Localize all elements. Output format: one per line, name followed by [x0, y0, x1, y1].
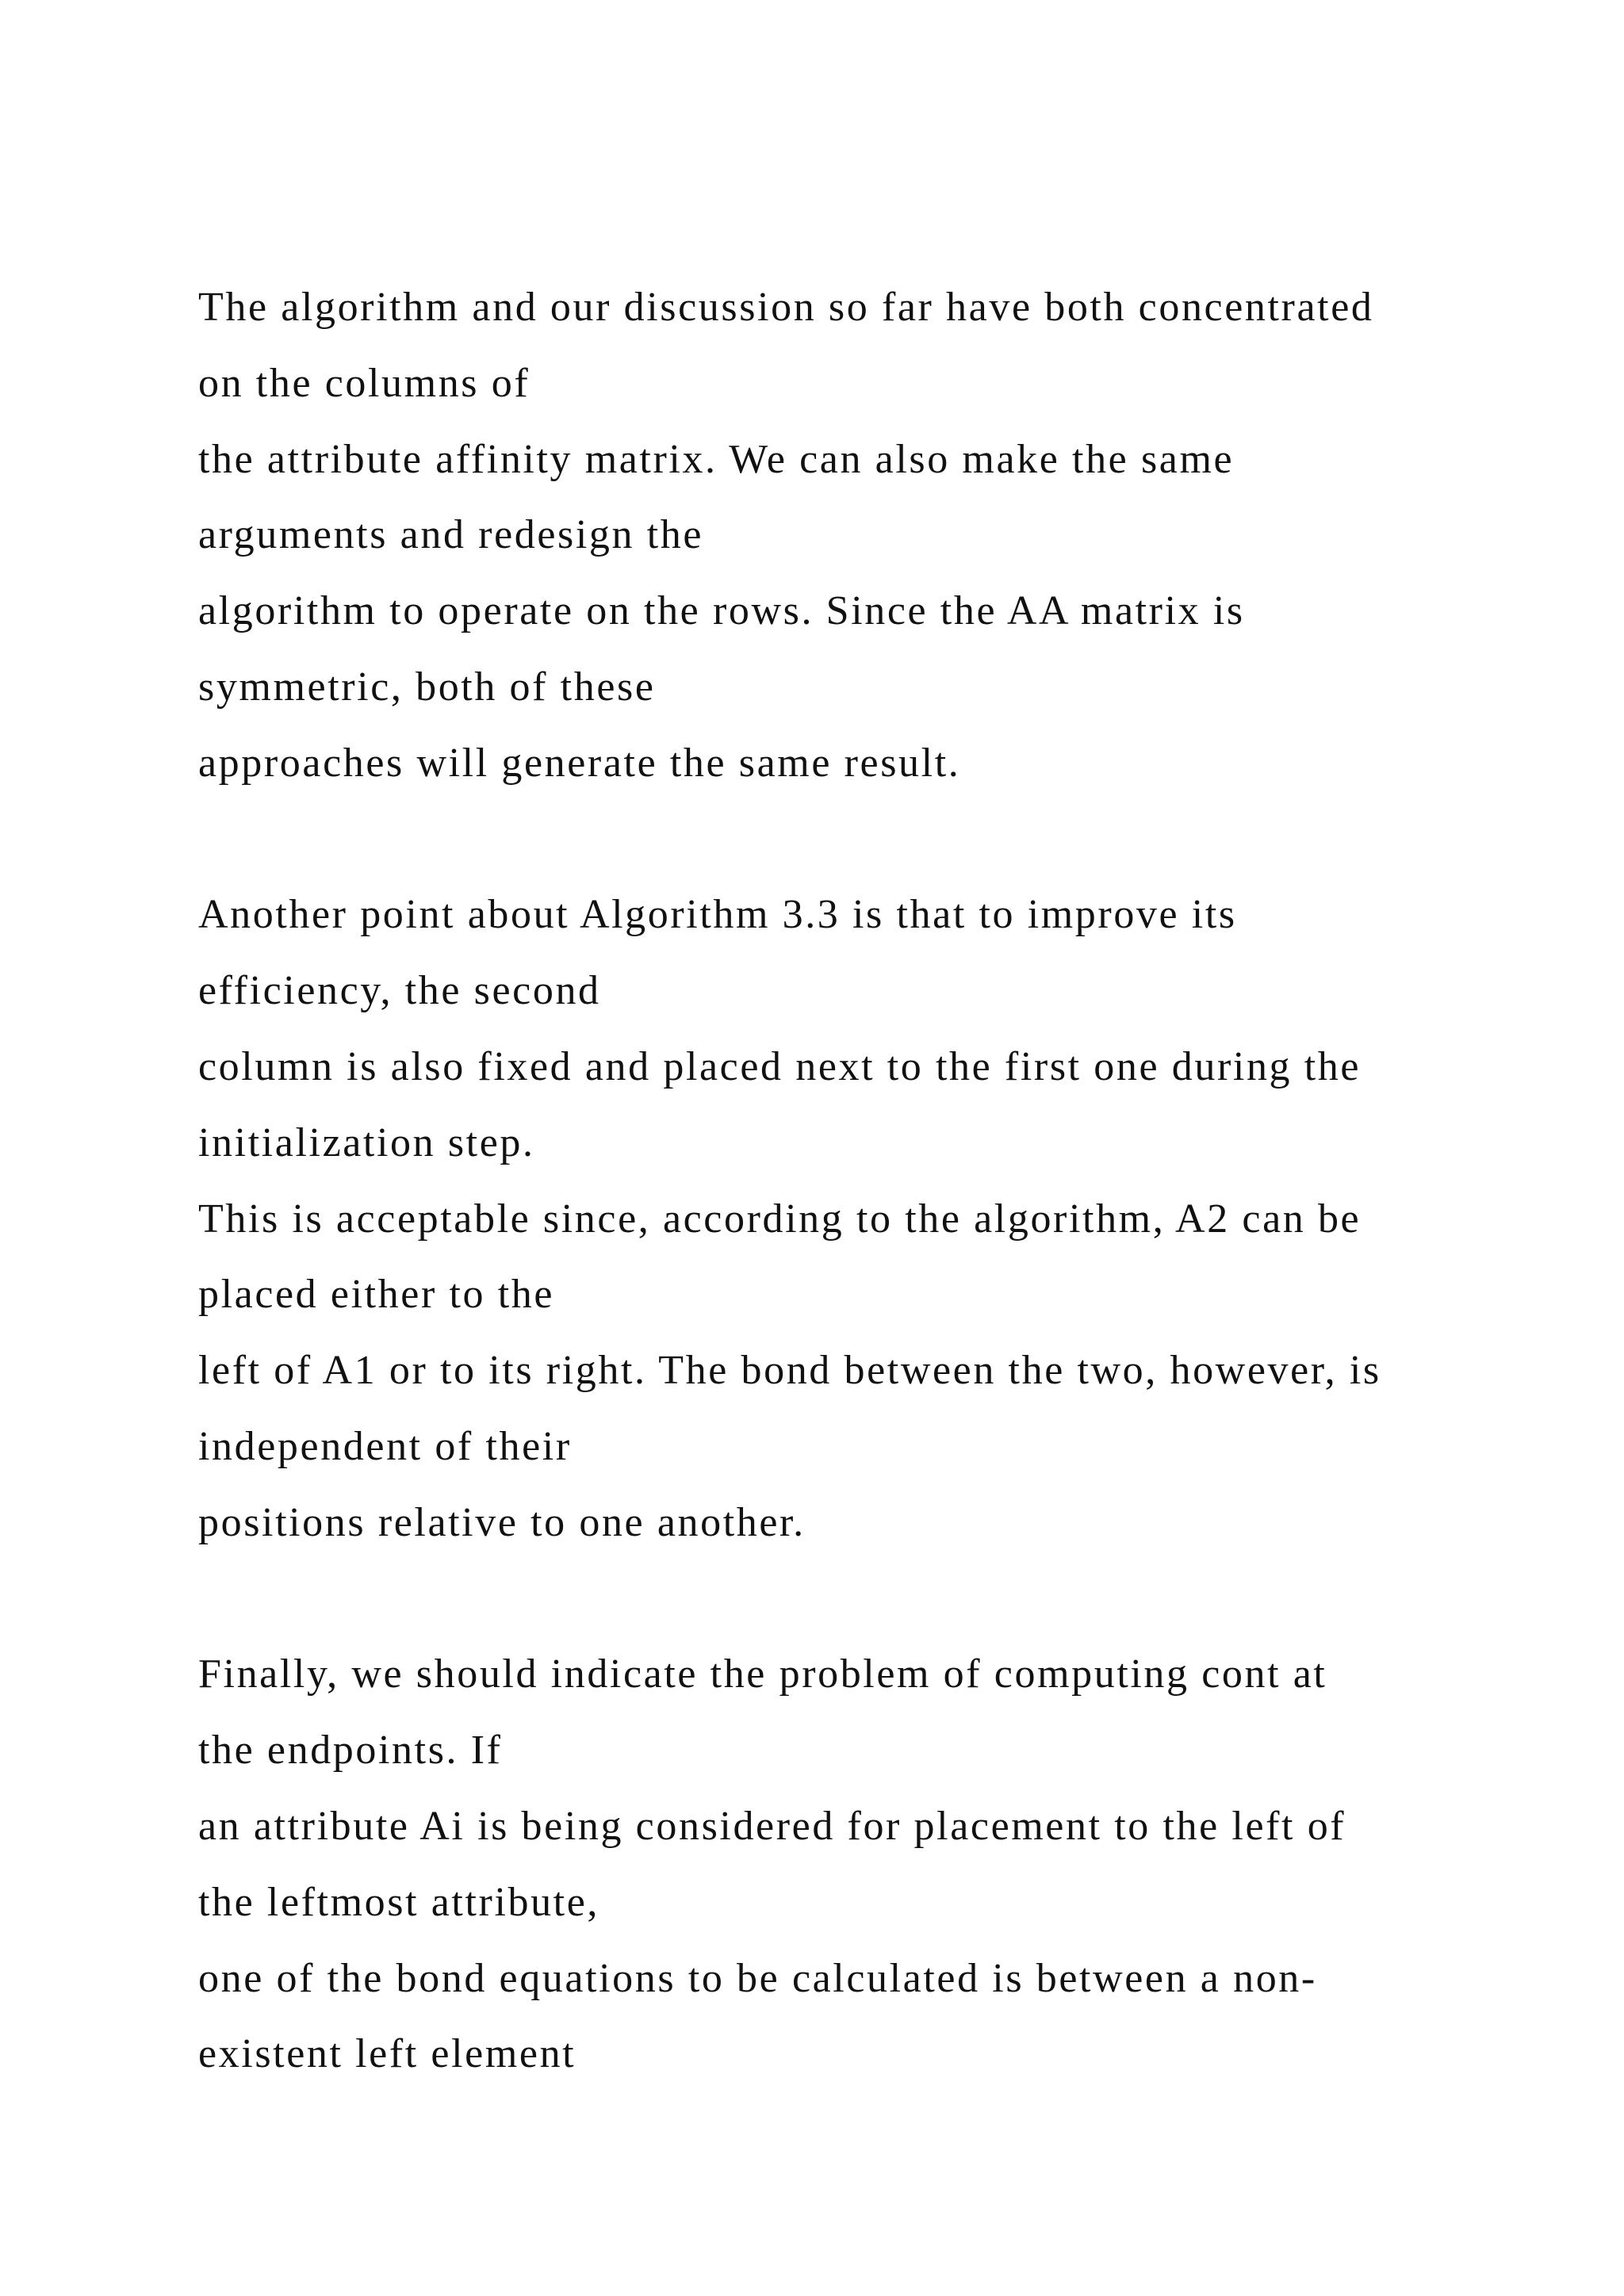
text-line: Another point about Algorithm 3.3 is that to improve its: [198, 892, 1237, 938]
text-line: arguments and redesign the: [198, 512, 704, 558]
text-line: efficiency, the second: [198, 968, 601, 1014]
text-line: positions relative to one another.: [198, 1499, 806, 1545]
text-line: the endpoints. If: [198, 1728, 503, 1774]
text-line: one of the bond equations to be calculated is between a non-: [198, 1955, 1317, 2001]
paragraph-gap: [198, 802, 1546, 878]
text-line: on the columns of: [198, 360, 530, 406]
text-line: algorithm to operate on the rows. Since the AA matrix is: [198, 588, 1245, 634]
paragraph-gap: [198, 1561, 1546, 1637]
text-line: the leftmost attribute,: [198, 1879, 600, 1925]
paragraph-1: [198, 270, 1546, 802]
text-line: The algorithm and our discussion so far have both concentrated: [198, 285, 1374, 330]
text-line: Finally, we should indicate the problem of computing cont at: [198, 1651, 1327, 1697]
text-line: an attribute Ai is being considered for placement to the left of: [198, 1803, 1346, 1849]
text-line: the attribute affinity matrix. We can also make the same: [198, 436, 1235, 482]
paragraph-2: [198, 877, 1546, 1560]
text-line: approaches will generate the same result.: [198, 740, 961, 786]
text-line: symmetric, both of these: [198, 664, 656, 710]
text-line: initialization step.: [198, 1119, 535, 1165]
text-line: column is also fixed and placed next to the first one during the: [198, 1043, 1362, 1089]
text-line: existent left element: [198, 2031, 576, 2077]
document-body: [198, 270, 1546, 2092]
text-line: This is acceptable since, according to the algorithm, A2 can be: [198, 1196, 1362, 1242]
text-line: left of A1 or to its right. The bond between the two, however, is: [198, 1348, 1381, 1394]
paragraph-3: [198, 1636, 1546, 2092]
text-line: independent of their: [198, 1423, 572, 1469]
text-line: placed either to the: [198, 1272, 555, 1318]
